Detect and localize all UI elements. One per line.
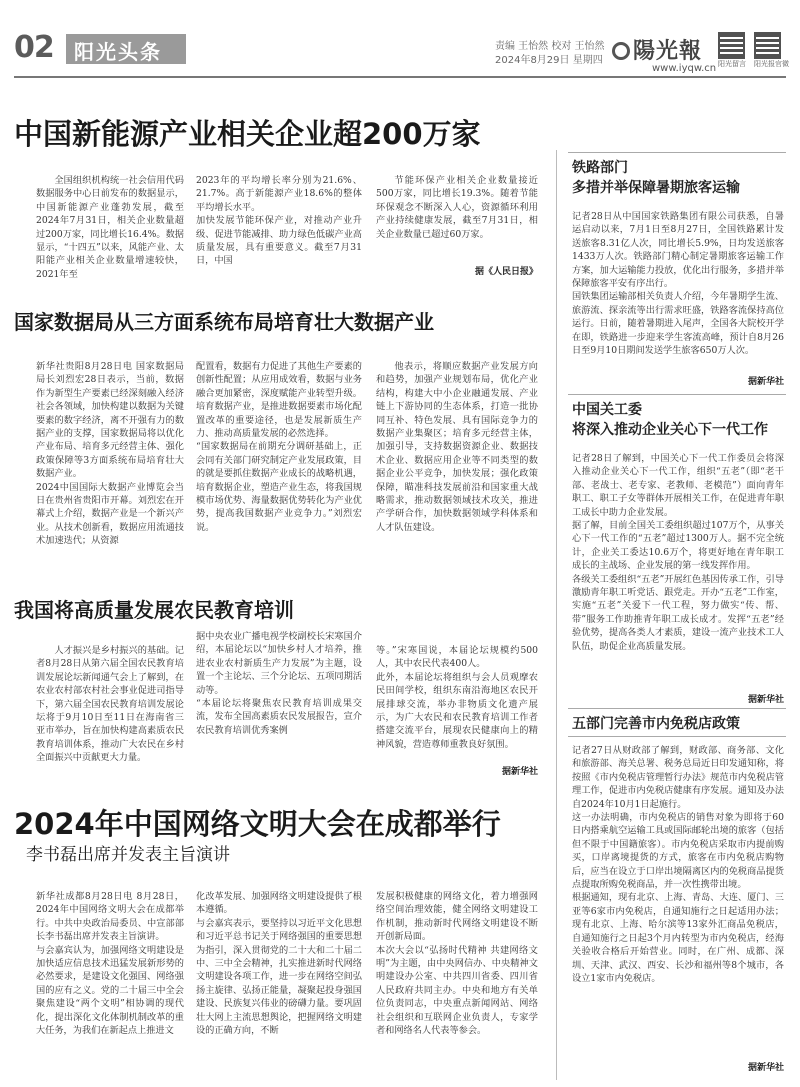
article3-col3: 等。”宋寒国说，本届论坛规模约500人，其中农民代表400人。 此外，本届论坛将组织与会人员观摩农民田间学校，组织东南沿海地区农民开展排球交流，举办非物质文化遗产展示，为广大农民和农民教育培训工作者搭建交流平台，展现农民健康向上的精神风貌，营造尊师重教良好氛围。 xyxy=(376,645,538,750)
side3-title: 五部门完善市内免税店政策 xyxy=(572,716,740,732)
article2-col1: 新华社贵阳8月28日电 国家数据局局长刘烈宏28日表示，当前，数据作为新型生产要素已经深刻融入经济社会各领域，加快构建以数据为关键要素的数字经济，离不开强有力的数据产业的支撑，国家数据局将以优化产业布局、培育多元经营主体、强化政策保障等3方面系统布局培育壮大数据产业。 2024中国国际大数据产业博览会当日在贵州省贵阳市开幕。刘烈宏在开幕式上介绍，数据产业是一个新兴产业。从技术创新看，数据应用流通技术加速迭代；从资源 xyxy=(36,361,184,547)
article2-col3: 他表示，将顺应数据产业发展方向和趋势，加强产业规划布局，优化产业结构，构建大中小企业融通发展、产业链上下游协同的生态体系，打造一批协同互补、特色发展、具有国际竞争力的数据产业集聚区；培育多元经营主体，加强引导，支持数据资源企业、数据技术企业、数据应用企业等不同类型的数据企业公平竞争，加快发展；强化政策保障，瞄准科技发展前沿和国家重大战略需求，推动数据领域技术攻关，推进产学研合作，加快数据领域学科体系和人才队伍建设。 xyxy=(376,361,538,533)
article3-col1: 人才振兴是乡村振兴的基础。记者8月28日从第六届全国农民教育培训发展论坛新闻通气会上了解到，在农业农村部农村社会事业促进司指导下，第六届全国农民教育培训发展论坛将于9月10日至11日在海南省三亚市举办，旨在加快构建高素质农民教育培训体系，推动广大农民在乡村全面振兴中贡献更大力量。 xyxy=(36,645,184,764)
side3-source: 据新华社 xyxy=(747,1063,784,1073)
sun-icon xyxy=(612,42,630,60)
article2-title: 国家数据局从三方面系统布局培育壮大数据产业 xyxy=(14,310,434,334)
side1-title: 铁路部门 多措并举保障暑期旅客运输 xyxy=(572,160,740,196)
qr-code-icon xyxy=(754,32,781,59)
side2-body: 记者28日了解到，中国关心下一代工作委员会将深入推动企业关心下一代工作，组织“五老”（即“老干部、老战士、老专家、老教师、老模范”）面向青年职工、职工子女等群体开展相关工作，在促进青年职工成长中助力企业发展。 据了解，目前全国关工委组织超过107万个，从事关心下一代工作的“五老”超过1300万人。据不完全统计，企业关工委达10.6万个，将更好地在青年职工成长的主战场、企业发展的第一线发挥作用。 各级关工委组织“五老”开展红色基因传承工作，引导激励青年职工听党话、跟党走。开办“五老”工作室，实施“五老”关爱下一代工程，努力做实“传、帮、带”服务工作助推青年职工成长成才。发挥“五老”经验优势，提高各类人才素质，建设一流产业技术工人队伍，助促企业高质量发展。 xyxy=(572,453,784,652)
newspaper-logo xyxy=(612,34,702,65)
article1-col3: 节能环保产业相关企业数量接近500万家，同比增长19.3%。随着节能环保观念不断深入人心，资源循环利用产业持续健康发展，截至7月31日，相关企业数量已超过60万家。 xyxy=(376,175,538,240)
side1-source: 据新华社 xyxy=(747,377,784,387)
qr-block-2 xyxy=(754,32,789,69)
article4-subtitle: 李书磊出席并发表主旨演讲 xyxy=(26,845,230,865)
article3-title: 我国将高质量发展农民教育培训 xyxy=(14,598,294,622)
sidebar-rule xyxy=(568,394,786,395)
section-title: 阳光头条 xyxy=(66,34,186,64)
qr-label: 阳光留言 xyxy=(718,60,746,68)
article4-col1: 新华社成都8月28日电 8月28日，2024年中国网络文明大会在成都举行。中共中央政治局委员、中宣部部长李书磊出席并发表主旨演讲。 与会嘉宾认为，加强网络文明建设是加快适应信息技术迅猛发展新形势的必然要求，是建设文化强国、网络强国的应有之义。党的二十届三中全会聚焦建设“两个文明”相协调的现代化，提出深化文化体制机制改革的重大任务，为我们在新起点上推进文 xyxy=(36,891,184,1037)
article4-col2: 化改革发展、加强网络文明建设提供了根本遵循。 与会嘉宾表示，要坚持以习近平文化思想和习近平总书记关于网络强国的重要思想为指引，深入贯彻党的二十大和二十届二中、三中全会精神，扎实推进新时代网络文明建设各项工作，进一步在网络空间弘扬主旋律、弘扬正能量，凝聚起投身强国建设、民族复兴伟业的磅礴力量。要巩固壮大网上主流思想舆论，把握网络文明建设的正确方向，不断 xyxy=(196,891,362,1037)
article2-col2: 配置看，数据有力促进了其他生产要素的创新性配置；从应用成效看，数据与业务融合更加紧密，深度赋能产业转型升级。培育数据产业，是推进数据要素市场化配置改革的重要途径，也是发展新质生产力、推动高质量发展的必然选择。 “国家数据局在前期充分调研基础上，正会同有关部门研究制定产业发展政策，目的就是要抓住数据产业成长的战略机遇，培育数据企业，塑造产业生态，将我国规模市场优势、海量数据优势转化为产业优势，提高我国数据产业竞争力。”刘烈宏说。 xyxy=(196,361,362,533)
article3-source: 据新华社 xyxy=(501,767,538,777)
qr-block-1 xyxy=(718,32,746,69)
article1-source: 据《人民日报》 xyxy=(474,267,538,277)
article1-title: 中国新能源产业相关企业超200万家 xyxy=(14,117,481,151)
sidebar-divider xyxy=(556,150,557,1080)
article1-col2: 2023年的平均增长率分别为21.6%、21.7%。高于新能源产业18.6%的整体平均增长水平。 加快发展节能环保产业，对推动产业升级、促进节能减排、助力绿色低碳产业高质量发展，具有重要意义。截至7月31日，中国 xyxy=(196,175,362,267)
header-meta xyxy=(495,40,605,68)
article4-col3: 发展积极健康的网络文化，着力增强网络空间治理效能，健全网络文明建设工作机制，推动新时代网络文明建设不断开创新局面。 本次大会以“弘扬时代精神 共建网络文明”为主题，由中央网信办、中央精神文明建设办公室、中共四川省委、四川省人民政府共同主办。中央和地方有关单位负责同志，中央重点新闻网站、网络社会组织和互联网企业负责人，专家学者和网络名人代表等参会。 xyxy=(376,891,538,1037)
side1-body: 记者28日从中国国家铁路集团有限公司获悉，自暑运启动以来，7月1日至8月27日，全国铁路累计发送旅客8.31亿人次，同比增长5.9%，日均发送旅客1433万人次。铁路部门精心制定暑期旅客运输工作方案，加大运输能力投放，优化出行服务，多措并举保障旅客平安有序出行。 国铁集团运输部相关负责人介绍，今年暑期学生流、旅游流、探亲流等出行需求旺盛，铁路客流保持高位运行。日前，随着暑期进入尾声，全国各大院校开学在即，铁路进一步迎来学生客流高峰，预计自8月26日至9月10日期间发送学生旅客650万人次。 xyxy=(572,211,784,357)
sidebar-rule xyxy=(568,736,786,737)
date-line: 2024年8月29日 星期四 xyxy=(495,55,603,66)
page-number: 02 xyxy=(14,30,54,65)
qr-code-icon xyxy=(718,32,745,59)
sidebar-rule xyxy=(568,152,786,153)
side2-title: 中国关工委 将深入推动企业关心下一代工作 xyxy=(572,402,768,438)
logo-text: 陽光報 xyxy=(633,38,703,64)
website-url[interactable]: www.iyqw.cn xyxy=(652,63,717,74)
qr-label: 阳光报官微 xyxy=(754,60,789,68)
side2-source: 据新华社 xyxy=(747,695,784,705)
header-rule xyxy=(14,76,786,78)
article4-title: 2024年中国网络文明大会在成都举行 xyxy=(14,807,501,841)
sidebar-rule xyxy=(568,708,786,709)
article1-col1: 全国组织机构统一社会信用代码数据服务中心日前发布的数据显示，中国新能源产业蓬勃发展，截至2024年7月31日，相关企业数量超过200万家，同比增长16.4%。数据显示，“十四五”以来，风能产业、太阳能产业相关企业数量增速较快，2021年至 xyxy=(36,175,184,280)
side3-body: 记者27日从财政部了解到，财政部、商务部、文化和旅游部、海关总署、税务总局近日印发通知称，将按照《市内免税店管理暂行办法》规范市内免税店管理工作，促进市内免税店健康有序发展。通知及办法自2024年10月1日起施行。 这一办法明确，市内免税店的销售对象为即将于60日内搭乘航空运输工具或国际邮轮出境的旅客（包括但不限于中国籍旅客）。市内免税店采取市内提前购买，口岸离境提货的方式，旅客在市内免税店购物后，应当在设立于口岸出境隔离区内的免税商品提货点提取所购免税商品，并一次性携带出境。 根据通知，现有北京、上海、青岛、大连、厦门、三亚等6家市内免税店，自通知施行之日起适用办法；现有北京、上海、哈尔滨等13家外汇商品免税店，自通知施行之日起3个月内转型为市内免税店，经海关验收合格后开始营业。同时，在广州、成都、深圳、天津、武汉、西安、长沙和福州等8个城市，各设立1家市内免税店。 xyxy=(572,745,784,984)
editors-line: 责编 王怡然 校对 王怡然 xyxy=(495,41,605,52)
article3-col2: 据中央农业广播电视学校副校长宋寒国介绍，本届论坛以“加快乡村人才培养，推进农业农村新质生产力发展”为主题，设置一个主论坛、三个分论坛、五项同期活动等。 “本届论坛将聚焦农民教育培训成果交流，发布全国高素质农民发展报告，宣介农民教育培训优秀案例 xyxy=(196,631,362,736)
